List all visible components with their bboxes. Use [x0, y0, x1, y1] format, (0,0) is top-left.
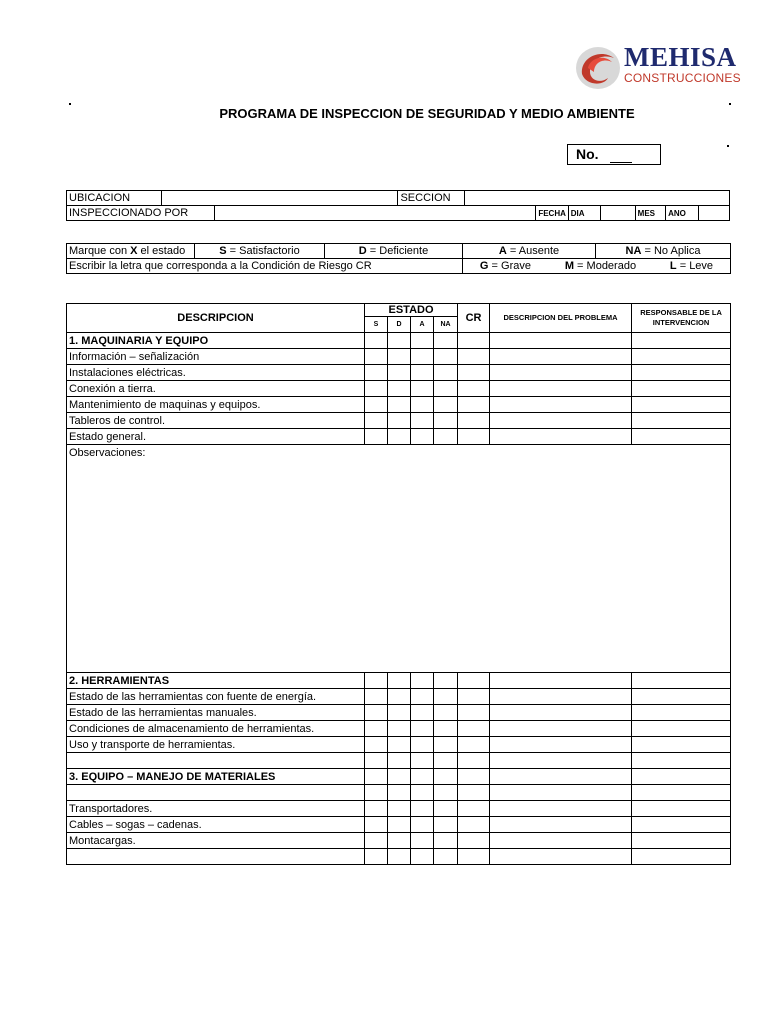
cell-problema[interactable]	[490, 753, 632, 769]
cell-cr[interactable]	[458, 833, 490, 849]
item-label: Uso y transporte de herramientas.	[67, 737, 365, 753]
cell-d[interactable]	[388, 849, 411, 865]
cell-d[interactable]	[388, 721, 411, 737]
item-label: Transportadores.	[67, 801, 365, 817]
corner-dot	[727, 145, 729, 147]
cell-problema[interactable]	[490, 349, 632, 365]
item-label: Estado general.	[67, 429, 365, 445]
cell-a[interactable]	[411, 753, 434, 769]
info-table	[66, 190, 730, 221]
legend-instruction: Marque con X el estado	[67, 244, 195, 259]
cell-cr[interactable]	[458, 397, 490, 413]
item-label: Montacargas.	[67, 833, 365, 849]
cell-cr[interactable]	[458, 349, 490, 365]
cell-na[interactable]	[434, 333, 458, 349]
cell-s[interactable]	[365, 689, 388, 705]
cell-responsable[interactable]	[632, 753, 731, 769]
section-title: 3. EQUIPO – MANEJO DE MATERIALES	[67, 769, 365, 785]
item-label: Mantenimiento de maquinas y equipos.	[67, 397, 365, 413]
cell-problema[interactable]	[490, 801, 632, 817]
cell-na[interactable]	[434, 721, 458, 737]
cell-a[interactable]	[411, 365, 434, 381]
cell-na[interactable]	[434, 849, 458, 865]
cell-cr[interactable]	[458, 753, 490, 769]
cell-responsable[interactable]	[632, 349, 731, 365]
cell-problema[interactable]	[490, 769, 632, 785]
cell-s[interactable]	[365, 769, 388, 785]
dia-field[interactable]	[601, 206, 635, 221]
header-a: A	[411, 317, 434, 333]
inspeccionado-field[interactable]	[214, 206, 535, 221]
section-title: 2. HERRAMIENTAS	[67, 673, 365, 689]
cell-na[interactable]	[434, 413, 458, 429]
cell-na[interactable]	[434, 349, 458, 365]
item-label: Información – señalización	[67, 349, 365, 365]
dia-label: DIA	[568, 206, 600, 221]
cell-cr[interactable]	[458, 737, 490, 753]
cell-problema[interactable]	[490, 365, 632, 381]
legend-m: M = Moderado	[564, 260, 637, 272]
cell-responsable[interactable]	[632, 833, 731, 849]
cell-d[interactable]	[388, 381, 411, 397]
logo	[624, 44, 741, 85]
cell-a[interactable]	[411, 333, 434, 349]
cell-s[interactable]	[365, 365, 388, 381]
cell-s[interactable]	[365, 849, 388, 865]
cell-s[interactable]	[365, 673, 388, 689]
cell-a[interactable]	[411, 429, 434, 445]
cell-a[interactable]	[411, 833, 434, 849]
cell-problema[interactable]	[490, 785, 632, 801]
cell-d[interactable]	[388, 801, 411, 817]
cell-problema[interactable]	[490, 413, 632, 429]
cell-responsable[interactable]	[632, 737, 731, 753]
cell-a[interactable]	[411, 673, 434, 689]
cell-problema[interactable]	[490, 333, 632, 349]
legend-s: S = Satisfactorio	[195, 244, 325, 259]
cell-s[interactable]	[365, 333, 388, 349]
inspection-table	[66, 303, 731, 865]
cell-d[interactable]	[388, 397, 411, 413]
cell-responsable[interactable]	[632, 705, 731, 721]
cell-a[interactable]	[411, 849, 434, 865]
cell-s[interactable]	[365, 753, 388, 769]
inspeccionado-label: INSPECCIONADO POR	[67, 206, 215, 221]
cell-cr[interactable]	[458, 849, 490, 865]
cell-na[interactable]	[434, 833, 458, 849]
empty-row[interactable]	[67, 785, 365, 801]
cell-s[interactable]	[365, 833, 388, 849]
cell-a[interactable]	[411, 817, 434, 833]
empty-row[interactable]	[67, 849, 365, 865]
item-label: Cables – sogas – cadenas.	[67, 817, 365, 833]
cell-problema[interactable]	[490, 673, 632, 689]
cell-problema[interactable]	[490, 397, 632, 413]
header-descripcion-problema: DESCRIPCION DEL PROBLEMA	[490, 304, 632, 333]
legend-g: G = Grave	[479, 260, 531, 272]
cell-responsable[interactable]	[632, 689, 731, 705]
legend-a: A = Ausente	[463, 244, 596, 259]
observaciones-field[interactable]	[67, 445, 731, 673]
cell-problema[interactable]	[490, 689, 632, 705]
cell-problema[interactable]	[490, 817, 632, 833]
item-label: Condiciones de almacenamiento de herramientas.	[67, 721, 365, 737]
logo-subtitle: CONSTRUCCIONES	[624, 71, 741, 85]
cell-s[interactable]	[365, 381, 388, 397]
header-s: S	[365, 317, 388, 333]
cell-d[interactable]	[388, 753, 411, 769]
legend-table	[66, 243, 731, 274]
cell-a[interactable]	[411, 785, 434, 801]
cell-na[interactable]	[434, 769, 458, 785]
number-label: No.	[576, 146, 599, 162]
number-underline	[610, 162, 632, 163]
cell-s[interactable]	[365, 705, 388, 721]
cell-problema[interactable]	[490, 721, 632, 737]
cell-a[interactable]	[411, 737, 434, 753]
cell-na[interactable]	[434, 753, 458, 769]
cell-responsable[interactable]	[632, 817, 731, 833]
cell-cr[interactable]	[458, 365, 490, 381]
number-field[interactable]	[567, 144, 661, 165]
cell-s[interactable]	[365, 817, 388, 833]
cell-d[interactable]	[388, 413, 411, 429]
cell-d[interactable]	[388, 785, 411, 801]
cell-responsable[interactable]	[632, 721, 731, 737]
cell-responsable[interactable]	[632, 333, 731, 349]
cell-s[interactable]	[365, 413, 388, 429]
cell-d[interactable]	[388, 705, 411, 721]
observaciones-label: Observaciones:	[69, 447, 146, 459]
cell-a[interactable]	[411, 381, 434, 397]
cell-d[interactable]	[388, 349, 411, 365]
legend-l: L = Leve	[669, 260, 714, 272]
header-cr: CR	[458, 304, 490, 333]
cell-cr[interactable]	[458, 721, 490, 737]
cell-na[interactable]	[434, 397, 458, 413]
cell-responsable[interactable]	[632, 785, 731, 801]
header-estado: ESTADO	[365, 304, 458, 317]
ano-field[interactable]	[698, 206, 730, 221]
cell-d[interactable]	[388, 689, 411, 705]
item-label: Estado de las herramientas con fuente de energía.	[67, 689, 365, 705]
header-na: NA	[434, 317, 458, 333]
cell-a[interactable]	[411, 349, 434, 365]
cell-s[interactable]	[365, 349, 388, 365]
cell-a[interactable]	[411, 769, 434, 785]
logo-name: MEHISA	[624, 42, 737, 72]
cell-cr[interactable]	[458, 689, 490, 705]
corner-dot	[729, 103, 731, 105]
cell-a[interactable]	[411, 801, 434, 817]
cell-cr[interactable]	[458, 333, 490, 349]
cell-a[interactable]	[411, 413, 434, 429]
cell-responsable[interactable]	[632, 397, 731, 413]
cell-a[interactable]	[411, 397, 434, 413]
item-label: Conexión a tierra.	[67, 381, 365, 397]
cell-s[interactable]	[365, 429, 388, 445]
cell-responsable[interactable]	[632, 365, 731, 381]
header-d: D	[388, 317, 411, 333]
cell-d[interactable]	[388, 737, 411, 753]
cell-problema[interactable]	[490, 429, 632, 445]
legend-na: NA = No Aplica	[596, 244, 731, 259]
cell-cr[interactable]	[458, 817, 490, 833]
cell-s[interactable]	[365, 801, 388, 817]
cell-s[interactable]	[365, 397, 388, 413]
cell-s[interactable]	[365, 721, 388, 737]
cell-d[interactable]	[388, 333, 411, 349]
cell-s[interactable]	[365, 785, 388, 801]
cell-a[interactable]	[411, 705, 434, 721]
cell-d[interactable]	[388, 769, 411, 785]
cell-na[interactable]	[434, 737, 458, 753]
cell-na[interactable]	[434, 689, 458, 705]
legend-cr-values	[463, 259, 731, 274]
logo-swirl-icon	[574, 44, 626, 92]
legend-d: D = Deficiente	[325, 244, 463, 259]
cell-d[interactable]	[388, 429, 411, 445]
cell-problema[interactable]	[490, 705, 632, 721]
cell-s[interactable]	[365, 737, 388, 753]
page-title: PROGRAMA DE INSPECCION DE SEGURIDAD Y MEDIO AMBIENTE	[219, 106, 635, 121]
seccion-field[interactable]	[465, 191, 730, 206]
cell-responsable[interactable]	[632, 769, 731, 785]
item-label: Instalaciones eléctricas.	[67, 365, 365, 381]
cell-a[interactable]	[411, 689, 434, 705]
ubicacion-label: UBICACION	[67, 191, 162, 206]
item-label: Tableros de control.	[67, 413, 365, 429]
cell-na[interactable]	[434, 801, 458, 817]
seccion-label: SECCION	[398, 191, 465, 206]
cell-cr[interactable]	[458, 801, 490, 817]
cell-na[interactable]	[434, 429, 458, 445]
cell-cr[interactable]	[458, 705, 490, 721]
cell-responsable[interactable]	[632, 673, 731, 689]
cell-d[interactable]	[388, 833, 411, 849]
section-title: 1. MAQUINARIA Y EQUIPO	[67, 333, 365, 349]
cell-responsable[interactable]	[632, 849, 731, 865]
cell-problema[interactable]	[490, 833, 632, 849]
cell-problema[interactable]	[490, 381, 632, 397]
cell-cr[interactable]	[458, 413, 490, 429]
cell-responsable[interactable]	[632, 429, 731, 445]
cell-a[interactable]	[411, 721, 434, 737]
cell-responsable[interactable]	[632, 413, 731, 429]
cell-d[interactable]	[388, 365, 411, 381]
cell-cr[interactable]	[458, 769, 490, 785]
cell-na[interactable]	[434, 381, 458, 397]
fecha-label: FECHA	[536, 206, 568, 221]
header-responsable: RESPONSABLE DE LA INTERVENCION	[632, 304, 731, 333]
cell-na[interactable]	[434, 705, 458, 721]
legend-cr-instruction: Escribir la letra que corresponda a la Condición de Riesgo CR	[67, 259, 463, 274]
cell-responsable[interactable]	[632, 381, 731, 397]
cell-problema[interactable]	[490, 737, 632, 753]
ano-label: ANO	[666, 206, 698, 221]
cell-na[interactable]	[434, 365, 458, 381]
corner-dot	[69, 103, 71, 105]
cell-problema[interactable]	[490, 849, 632, 865]
cell-cr[interactable]	[458, 381, 490, 397]
cell-d[interactable]	[388, 817, 411, 833]
empty-row[interactable]	[67, 753, 365, 769]
cell-cr[interactable]	[458, 785, 490, 801]
cell-na[interactable]	[434, 817, 458, 833]
cell-na[interactable]	[434, 673, 458, 689]
ubicacion-field[interactable]	[162, 191, 398, 206]
cell-d[interactable]	[388, 673, 411, 689]
item-label: Estado de las herramientas manuales.	[67, 705, 365, 721]
cell-cr[interactable]	[458, 673, 490, 689]
mes-label: MES	[635, 206, 665, 221]
cell-responsable[interactable]	[632, 801, 731, 817]
cell-na[interactable]	[434, 785, 458, 801]
cell-cr[interactable]	[458, 429, 490, 445]
header-descripcion: DESCRIPCION	[67, 304, 365, 333]
